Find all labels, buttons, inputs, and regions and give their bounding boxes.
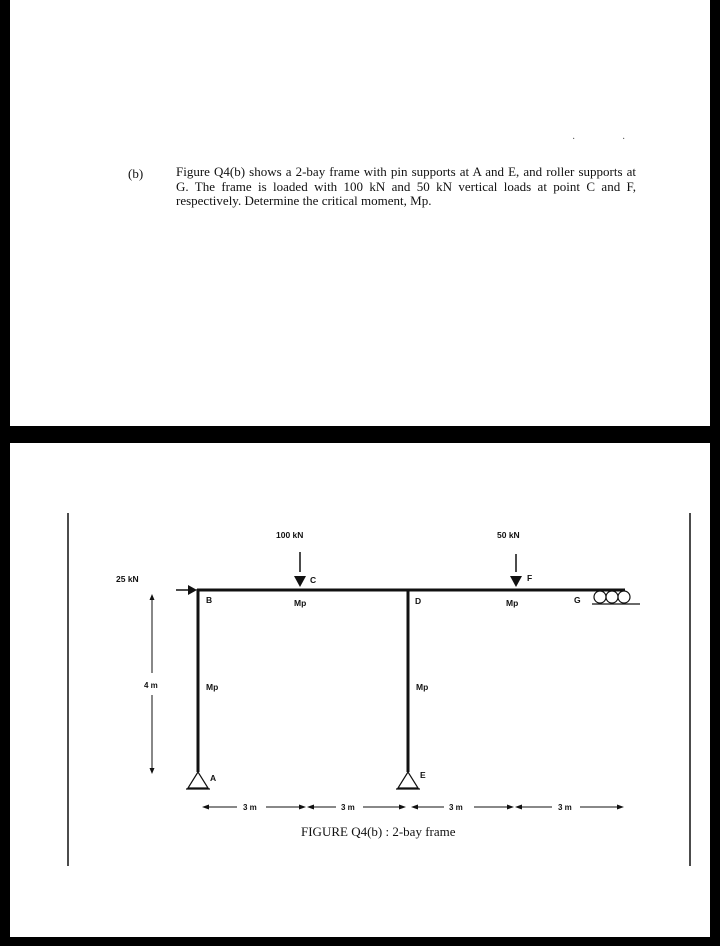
scan-mark: · — [622, 134, 626, 145]
pin-support-a — [186, 772, 210, 789]
span-label-3: 3 m — [449, 803, 463, 812]
node-label-b: B — [206, 595, 213, 605]
node-label-c: C — [310, 575, 317, 585]
node-label-f: F — [527, 573, 533, 583]
load-label-50kn: 50 kN — [497, 530, 520, 540]
node-label-g: G — [574, 595, 581, 605]
span-dimension-2 — [307, 805, 406, 810]
scan-mark: · — [572, 134, 576, 145]
question-body: Figure Q4(b) shows a 2-bay frame with pin supports at A and E, and roller supports at G. The frame is loaded with 100 kN and 50 kN vertical loads at point C and F, respectively. Determine the critical moment, Mp. — [176, 164, 636, 208]
moment-label-beam-left: Mp — [294, 598, 307, 608]
dimension-label-height: 4 m — [144, 681, 158, 690]
question-label: (b) — [128, 166, 144, 181]
node-label-a: A — [210, 773, 217, 783]
moment-label-col-left: Mp — [206, 682, 219, 692]
load-label-100kn: 100 kN — [276, 530, 304, 540]
roller-support-g — [592, 591, 640, 604]
span-label-4: 3 m — [558, 803, 572, 812]
span-label-2: 3 m — [341, 803, 355, 812]
figure-caption: FIGURE Q4(b) : 2-bay frame — [301, 824, 456, 839]
moment-label-beam-right: Mp — [506, 598, 519, 608]
load-arrow-f — [510, 554, 522, 587]
horizontal-load-arrow — [176, 585, 197, 595]
load-label-25kn: 25 kN — [116, 574, 139, 584]
span-label-1: 3 m — [243, 803, 257, 812]
moment-label-col-right: Mp — [416, 682, 429, 692]
load-arrow-c — [294, 552, 306, 587]
node-label-d: D — [415, 596, 422, 606]
node-label-e: E — [420, 770, 426, 780]
pin-support-e — [396, 772, 420, 789]
